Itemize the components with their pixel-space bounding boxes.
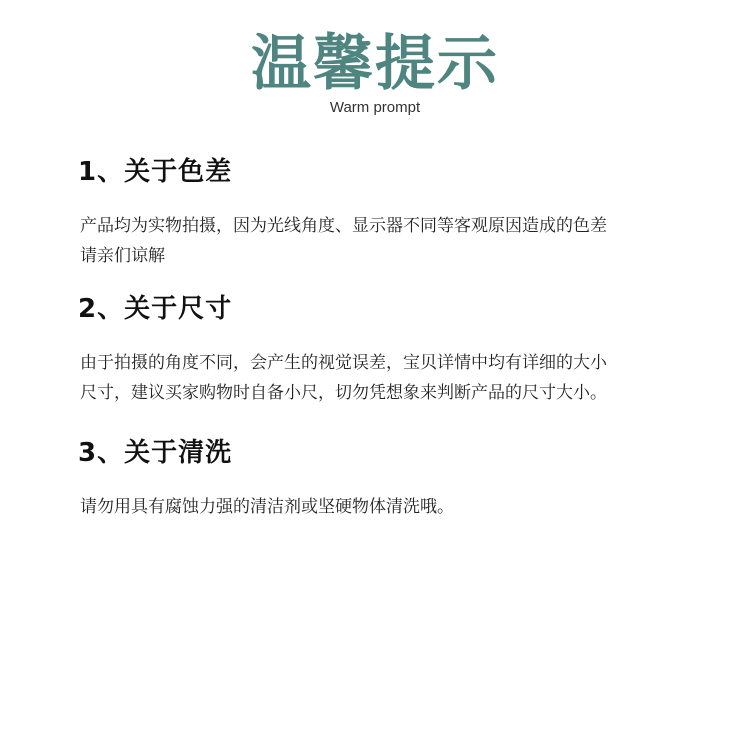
section-heading: 3、关于清洗 bbox=[78, 438, 233, 468]
body-line: 由于拍摄的角度不同，会产生的视觉误差，宝贝详情中均有详细的大小 bbox=[80, 353, 607, 373]
section-body bbox=[78, 348, 718, 408]
section-heading: 2、关于尺寸 bbox=[78, 294, 233, 324]
header bbox=[0, 28, 750, 118]
section-heading: 1、关于色差 bbox=[78, 157, 233, 187]
section-body bbox=[78, 492, 718, 522]
body-line: 产品均为实物拍摄，因为光线角度、显示器不同等客观原因造成的色差 bbox=[80, 216, 607, 236]
body-line: 请亲们谅解 bbox=[80, 246, 165, 266]
section-body bbox=[78, 211, 718, 271]
body-line: 请勿用具有腐蚀力强的清洁剂或坚硬物体清洗哦。 bbox=[80, 497, 454, 517]
body-line: 尺寸，建议买家购物时自备小尺，切勿凭想象来判断产品的尺寸大小。 bbox=[80, 383, 607, 403]
section-size bbox=[78, 292, 718, 408]
section-color-difference bbox=[78, 155, 718, 271]
page-title: 温馨提示 bbox=[251, 29, 499, 99]
section-cleaning bbox=[78, 436, 718, 522]
page-subtitle: Warm prompt bbox=[329, 99, 421, 116]
